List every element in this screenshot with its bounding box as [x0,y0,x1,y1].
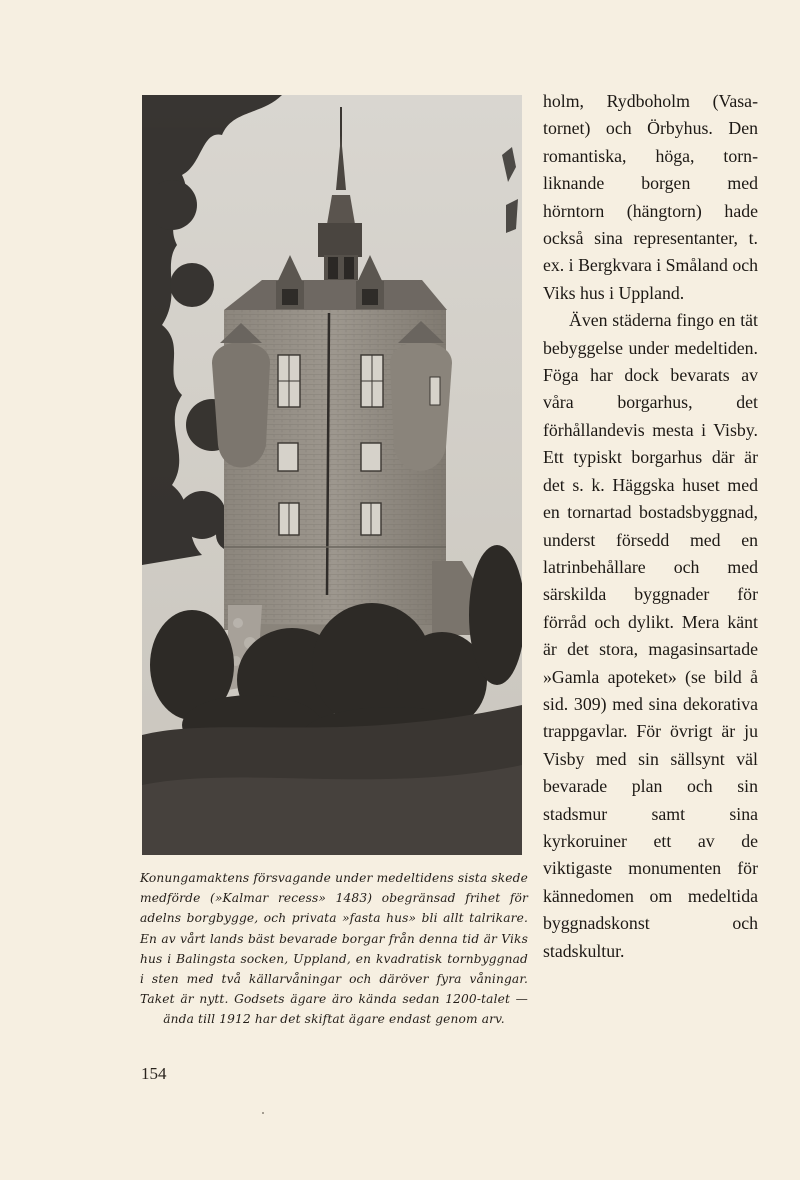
tower-photograph [142,95,522,855]
photo-caption: Konungamaktens försvagande under medeltidens sista skede medförde (»Kalmar recess» 1483) obegränsad frihet för adelns borgbygge, och privata »fasta hus» bli allt talrikare. En av vårt lands bäst bevarade borgar från denna tid är Viks hus i Balingsta socken, Uppland, en kvadratisk tornbyggnad i sten med två källarvåningar och däröver fyra våningar. Taket är nytt. Godsets ägare äro kända sedan 1200-talet — ända till 1912 har det skiftat ägare endast genom arv. [140,871,528,1027]
tower-photo-drawing [142,95,522,855]
page-number: 154 [141,1064,167,1083]
body-text-column [543,88,758,965]
paper-speck [262,1112,264,1114]
paragraph-towns: Även städerna fingo en tät bebyggelse under medeltiden. Föga har dock bevarats av våra borgarhus, det förhållandevis mesta i Visby. Ett typiskt borgarhus där är det s. k. Häggska huset med en tornartad bostadsbyggnad, underst försedd med en latrinbehållare och med särskilda byggnader för förråd och dylikt. Mera känt är det stora, magasinsartade »Gamla apoteket» (se bild å sid. 309) med sina dekorativa trappgavlar. För övrigt är ju Visby med sin sällsynt väl bevarade plan och sin stadsmur samt sina kyrkoruiner ett av de viktigaste monumenten för kännedomen om medeltida byggnadskonst och stadskultur. [543,310,758,961]
paragraph-continuation: holm, Rydboholm (Vasatornet) och Örbyhus. Den romantiska, höga, tornliknande borgen med hörntorn (hängtorn) hade också sina representanter, t. ex. i Bergkvara i Småland och Viks hus i Uppland. [543,91,758,303]
